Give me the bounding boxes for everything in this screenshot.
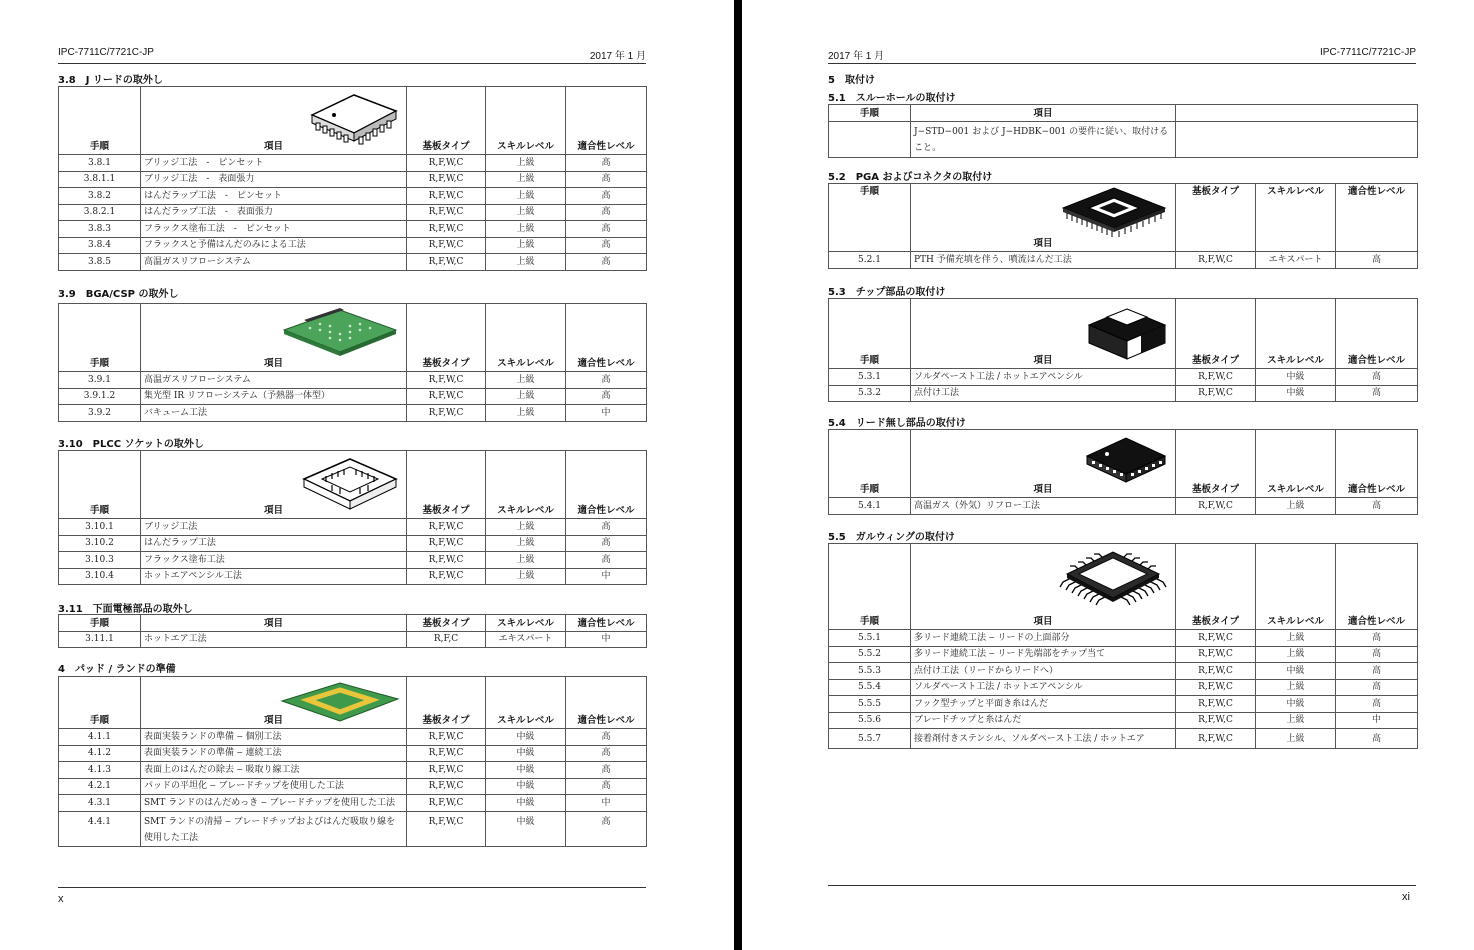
leadless-package-icon	[1083, 434, 1169, 490]
col-header-skill-level: スキルレベル	[486, 451, 566, 519]
procedure-table-4	[58, 676, 647, 847]
table-row: 3.10.3 フラックス塗布工法 R,F,W,C 上級 高	[59, 552, 647, 569]
col-header-skill-level: スキルレベル	[1256, 430, 1336, 498]
col-header-conformance-level: 適合性レベル	[1336, 299, 1418, 369]
table-row: 3.10.1 ブリッジ工法 R,F,W,C 上級 高	[59, 519, 647, 536]
table-row: 3.9.2 バキューム工法 R,F,W,C 上級 中	[59, 405, 647, 422]
pga-package-icon	[1059, 186, 1169, 246]
procedure-table-5-5	[828, 543, 1418, 749]
col-header-conformance-level: 適合性レベル	[566, 615, 647, 632]
table-row: 3.8.2 はんだラップ工法 - ピンセット R,F,W,C 上級 高	[59, 188, 647, 205]
col-header-step: 手順	[829, 184, 911, 252]
chip-component-icon	[1085, 303, 1169, 363]
col-header-item: 項目	[141, 304, 407, 372]
col-header-board-type: 基板タイプ	[407, 451, 486, 519]
j-lead-package-icon	[304, 91, 400, 153]
table-row: 5.5.2 多リード連続工法 ‒ リード先端部をチップ当て R,F,W,C 上級 高	[829, 646, 1418, 663]
col-header-step: 手順	[59, 304, 141, 372]
header-rule	[828, 63, 1416, 64]
col-header-conformance-level: 適合性レベル	[566, 451, 647, 519]
table-row: 3.8.1 ブリッジ工法 - ピンセット R,F,W,C 上級 高	[59, 155, 647, 172]
table-row: 3.11.1 ホットエア工法 R,F,C エキスパート 中	[59, 631, 647, 648]
gull-wing-qfp-icon	[1057, 548, 1169, 620]
col-header-conformance-level: 適合性レベル	[566, 87, 647, 155]
table-row: 4.4.1 SMT ランドの清掃 ‒ ブレードチップおよびはんだ吸取り線を使用した工法 R,F,W,C 中級 高	[59, 811, 647, 846]
running-header-date: 2017 年 1 月	[589, 51, 646, 62]
col-header-board-type: 基板タイプ	[1176, 430, 1256, 498]
table-row: 3.8.5 高温ガスリフローシステム R,F,W,C 上級 高	[59, 254, 647, 271]
section-title-3-9: 3.9 BGA/CSP の取外し	[58, 289, 179, 300]
table-row: 5.5.6 ブレードチップと糸はんだ R,F,W,C 上級 中	[829, 712, 1418, 729]
col-header-skill-level: スキルレベル	[486, 304, 566, 372]
footer-rule	[828, 885, 1416, 886]
col-header-step: 手順	[59, 451, 141, 519]
col-header-conformance-level: 適合性レベル	[1336, 430, 1418, 498]
table-row: 3.10.4 ホットエアペンシル工法 R,F,W,C 上級 中	[59, 568, 647, 585]
col-header-conformance-level: 適合性レベル	[1336, 544, 1418, 630]
col-header-step: 手順	[59, 677, 141, 729]
section-title-5-3: 5.3 チップ部品の取付け	[828, 287, 946, 298]
col-header-step: 手順	[59, 615, 141, 632]
col-header-conformance-level: 適合性レベル	[566, 304, 647, 372]
page-number: xi	[1402, 891, 1410, 903]
col-header-item: 項目	[911, 105, 1176, 122]
procedure-table-3-10	[58, 450, 647, 585]
table-row: J−STD−001 および J−HDBK−001 の要件に従い、取付けること。	[829, 121, 1418, 157]
table-row: 5.5.4 ソルダペースト工法 / ホットエアペンシル R,F,W,C 上級 高	[829, 679, 1418, 696]
col-header-step: 手順	[829, 544, 911, 630]
table-row: 4.1.1 表面実装ランドの準備 ‒ 個別工法 R,F,W,C 中級 高	[59, 729, 647, 746]
col-header-item: 項目	[141, 677, 407, 729]
col-header-item: 項目	[911, 184, 1176, 252]
procedure-table-3-9	[58, 303, 647, 422]
running-header-right: IPC-7711C/7721C-JP	[1320, 47, 1416, 58]
page-number: x	[58, 893, 64, 905]
col-header-board-type: 基板タイプ	[1176, 184, 1256, 252]
table-row: 4.1.3 表面上のはんだの除去 ‒ 吸取り線工法 R,F,W,C 中級 高	[59, 762, 647, 779]
table-row: 5.3.1 ソルダペースト工法 / ホットエアペンシル R,F,W,C 中級 高	[829, 369, 1418, 386]
procedure-table-5-4	[828, 429, 1418, 515]
col-header-item: 項目	[141, 87, 407, 155]
table-row: 3.8.3 フラックス塗布工法 - ピンセット R,F,W,C 上級 高	[59, 221, 647, 238]
section-title-3-8: 3.8 J リードの取外し	[58, 75, 163, 86]
table-row: 4.1.2 表面実装ランドの準備 ‒ 連続工法 R,F,W,C 中級 高	[59, 745, 647, 762]
col-header-board-type: 基板タイプ	[407, 677, 486, 729]
col-header-item: 項目	[911, 430, 1176, 498]
procedure-table-5-1	[828, 104, 1418, 158]
col-header-item: 項目	[141, 451, 407, 519]
col-header-board-type: 基板タイプ	[1176, 299, 1256, 369]
plcc-socket-icon	[300, 455, 400, 513]
col-header-step: 手順	[829, 430, 911, 498]
table-row: 5.5.3 点付け工法（リードからリードへ） R,F,W,C 中級 高	[829, 663, 1418, 680]
section-title-5-4: 5.4 リード無し部品の取付け	[828, 418, 966, 429]
section-title-3-11: 3.11 下面電極部品の取外し	[58, 604, 193, 615]
land-pad-icon	[280, 681, 400, 723]
procedure-table-3-11	[58, 614, 647, 648]
section-title-5-5: 5.5 ガルウィングの取付け	[828, 532, 955, 543]
table-row: 4.3.1 SMT ランドのはんだめっき ‒ ブレードチップを使用した工法 R,F,W,C 中級 中	[59, 795, 647, 812]
procedure-table-5-3	[828, 298, 1418, 402]
col-header-conformance-level: 適合性レベル	[566, 677, 647, 729]
col-header-skill-level: スキルレベル	[486, 677, 566, 729]
chapter-title-5: 5 取付け	[828, 75, 875, 86]
col-header-step: 手順	[829, 105, 911, 122]
col-header-skill-level: スキルレベル	[1256, 184, 1336, 252]
col-header-skill-level: スキルレベル	[486, 87, 566, 155]
table-row: 3.8.1.1 ブリッジ工法 - 表面張力 R,F,W,C 上級 高	[59, 171, 647, 188]
col-header-skill-level: スキルレベル	[1256, 299, 1336, 369]
table-row: 5.5.5 フック型チップと平面き糸はんだ R,F,W,C 中級 高	[829, 696, 1418, 713]
section-title-4: 4 パッド / ランドの準備	[58, 664, 176, 675]
table-row: 3.8.2.1 はんだラップ工法 - 表面張力 R,F,W,C 上級 高	[59, 204, 647, 221]
table-row: 5.5.7 接着剤付きステンシル、ソルダペースト工法 / ホットエア R,F,W,C 上級 高	[829, 729, 1418, 749]
running-header-date: 2017 年 1 月	[828, 51, 885, 62]
table-row: 5.4.1 高温ガス（外気）リフロー工法 R,F,W,C 上級 高	[829, 498, 1418, 515]
procedure-table-5-2	[828, 183, 1418, 269]
col-header-skill-level: スキルレベル	[1256, 544, 1336, 630]
col-header-board-type: 基板タイプ	[1176, 544, 1256, 630]
table-row: 3.8.4 フラックスと予備はんだのみによる工法 R,F,W,C 上級 高	[59, 237, 647, 254]
procedure-table-3-8	[58, 86, 647, 271]
page-right	[742, 0, 1474, 950]
footer-rule	[58, 887, 646, 888]
page-gutter	[734, 0, 742, 950]
col-header-conformance-level: 適合性レベル	[1336, 184, 1418, 252]
col-header-board-type: 基板タイプ	[407, 615, 486, 632]
col-header-item: 項目	[911, 299, 1176, 369]
table-row: 3.10.2 はんだラップ工法 R,F,W,C 上級 高	[59, 535, 647, 552]
table-row: 5.2.1 PTH 予備充填を伴う、噴流はんだ工法 R,F,W,C エキスパート 高	[829, 252, 1418, 269]
col-header-step: 手順	[829, 299, 911, 369]
table-row: 5.5.1 多リード連続工法 ‒ リードの上面部分 R,F,W,C 上級 高	[829, 630, 1418, 647]
section-title-5-1: 5.1 スルーホールの取付け	[828, 93, 956, 104]
col-header-item: 項目	[911, 544, 1176, 630]
page-left	[0, 0, 734, 950]
table-row: 3.9.1 高温ガスリフローシステム R,F,W,C 上級 高	[59, 372, 647, 389]
table-row: 3.9.1.2 集光型 IR リフローシステム（予熱器一体型） R,F,W,C 上級 高	[59, 388, 647, 405]
col-header-board-type: 基板タイプ	[407, 87, 486, 155]
col-header-board-type: 基板タイプ	[407, 304, 486, 372]
table-row: 5.3.2 点付け工法 R,F,W,C 中級 高	[829, 385, 1418, 402]
running-header-left: IPC-7711C/7721C-JP	[58, 47, 154, 58]
section-title-3-10: 3.10 PLCC ソケットの取外し	[58, 439, 204, 450]
col-header-skill-level: スキルレベル	[486, 615, 566, 632]
table-row: 4.2.1 パッドの平坦化 ‒ ブレードチップを使用した工法 R,F,W,C 中級 高	[59, 778, 647, 795]
bga-board-icon	[280, 308, 400, 362]
col-header-step: 手順	[59, 87, 141, 155]
header-rule	[58, 63, 646, 64]
col-header-item: 項目	[141, 615, 407, 632]
section-title-5-2: 5.2 PGA およびコネクタの取付け	[828, 172, 993, 183]
